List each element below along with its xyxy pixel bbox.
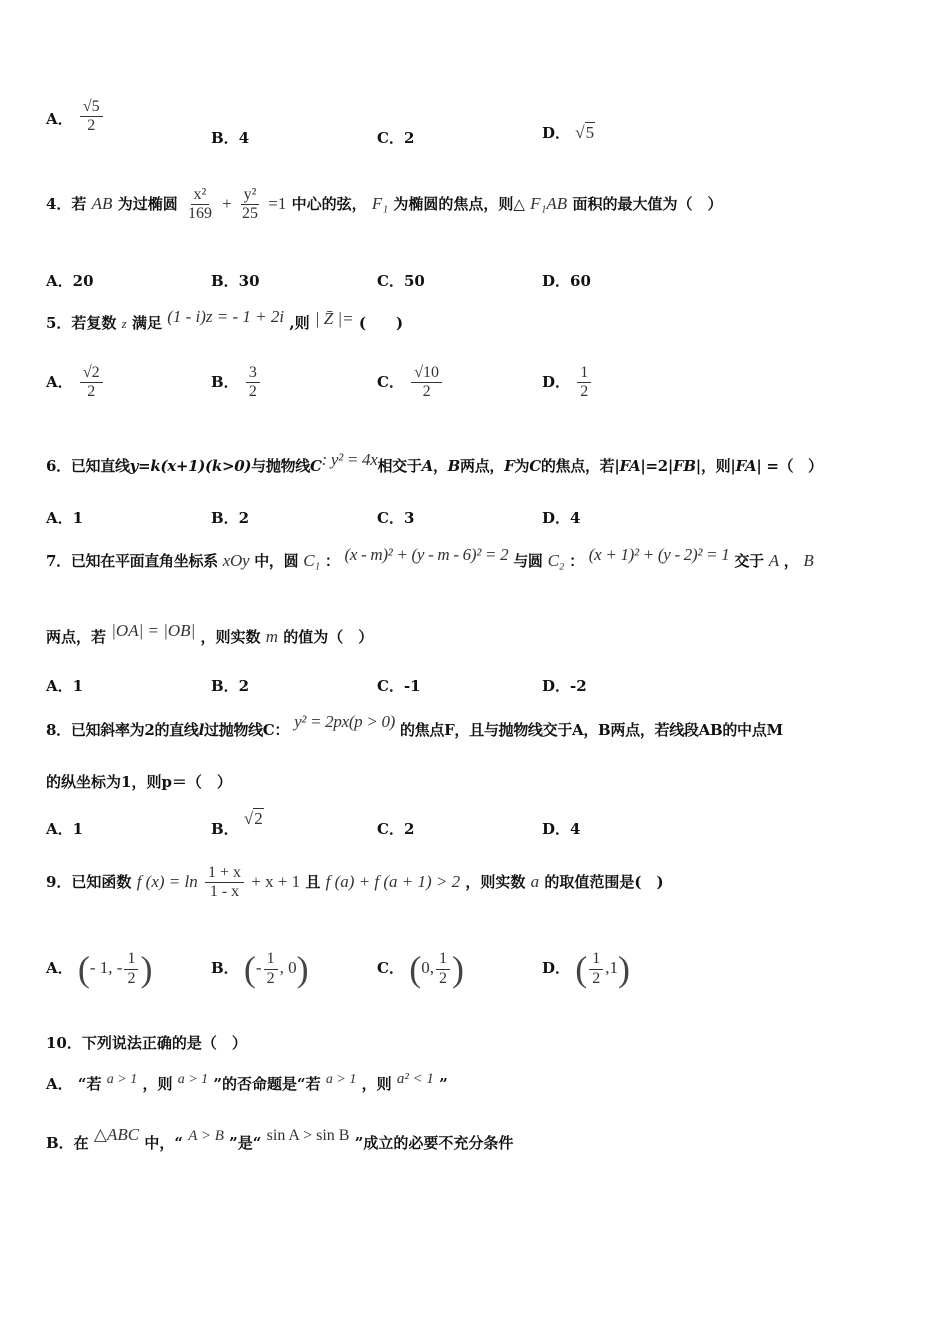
fraction-numerator: 1: [589, 950, 603, 969]
q10-text: ”是“: [229, 1134, 262, 1152]
fraction: [411, 364, 442, 402]
q7-text: 两点，若: [46, 628, 107, 646]
fraction-denominator: 2: [127, 969, 136, 987]
segment-fa: FA: [619, 457, 641, 475]
curve-c: C: [309, 457, 322, 475]
q6-text: 两点，: [460, 457, 505, 475]
math-f1ab: F₁AB: [530, 193, 568, 213]
circle-2-equation: (x + 1)² + (y - 2)² = 1: [588, 545, 730, 564]
math-m: m: [265, 627, 279, 646]
option-value: 4: [238, 129, 250, 147]
q7-text: 中，圆: [254, 552, 299, 570]
q7-option-d: D．-2: [542, 677, 587, 695]
q5-option-c: [377, 364, 444, 402]
q6-text: 与抛物线: [251, 457, 310, 475]
parabola-equation: : y² = 4x: [321, 450, 378, 469]
q7-option-a: A．1: [46, 677, 84, 695]
math-c1: C₁: [303, 551, 320, 570]
q9-text: 且: [305, 872, 321, 891]
q7-text: 7．已知在平面直角坐标系: [46, 552, 218, 570]
math-c2: C₂: [547, 551, 565, 570]
fraction-numerator: 1: [436, 950, 450, 969]
line-equation: y=k(x+1)(k>0): [129, 457, 252, 475]
interval-end: , 0: [279, 958, 297, 977]
fraction-numerator: 3: [246, 364, 260, 383]
curve-c: C: [529, 457, 541, 475]
fraction-denominator: 169: [187, 205, 212, 223]
q4-text: 为过椭圆: [117, 194, 178, 213]
q8-text: 8．已知斜率为2的直线: [46, 721, 199, 739]
q10-text: ”的否命题是“若: [213, 1075, 321, 1093]
condition-inequality: f (a) + f (a + 1) > 2: [325, 871, 461, 891]
math-f1: F₁: [371, 193, 389, 213]
q4-prefix: 4．若: [46, 194, 87, 213]
question-7-line-1: [46, 545, 814, 571]
q3-option-c: [377, 127, 414, 148]
paren-right: ): [296, 949, 309, 989]
q7-text: ：: [569, 552, 584, 570]
fraction-numerator: 1: [577, 364, 591, 383]
q5-option-a: [46, 364, 105, 402]
question-9: [46, 864, 664, 902]
interval-start: 0,: [421, 958, 434, 977]
paren-left: (: [409, 949, 422, 989]
condition-equation: |OA| = |OB|: [111, 621, 196, 640]
q5-option-d: [542, 364, 593, 402]
math-expr: a > 1: [106, 1072, 138, 1087]
q8-option-c: C．2: [377, 820, 415, 838]
segment-fb: FB: [673, 457, 696, 475]
q10-text: ”成立的必要不充分条件: [354, 1134, 514, 1152]
math-expr: a² < 1: [396, 1071, 434, 1087]
q3-option-d: [542, 122, 595, 143]
math-equals: =1: [268, 193, 287, 213]
q3-option-b: [211, 127, 249, 148]
fraction-denominator: 25: [242, 205, 258, 223]
q4-text: 为椭圆的焦点，则△: [393, 194, 525, 213]
fraction-numerator: 1: [124, 950, 138, 969]
q9-text: 的取值范围是( ): [544, 872, 664, 891]
sqrt-expression: √5: [575, 123, 595, 142]
fraction-numerator: √5: [80, 98, 103, 117]
option-label: A．: [46, 372, 73, 391]
q9-option-b: [211, 948, 309, 990]
option-value: 2: [403, 129, 415, 147]
math-a: a: [530, 871, 540, 891]
segment-fa: FA: [735, 457, 757, 475]
option-label: D．: [542, 959, 571, 977]
option-label: C．: [377, 372, 404, 391]
fraction: [80, 98, 103, 136]
interval-start: - 1, -: [89, 958, 123, 977]
q7-text: 交于: [734, 552, 764, 570]
question-10-title: 10．下列说法正确的是（ ）: [46, 1034, 247, 1052]
option-label: B．: [211, 959, 239, 977]
question-7-line-2: [46, 621, 374, 647]
q9-option-d: [542, 948, 630, 990]
q7-text: ：: [324, 552, 340, 570]
q6-text: |，则|: [695, 457, 736, 475]
paren-left: (: [77, 949, 90, 989]
math-plus: +: [222, 193, 232, 213]
fraction-numerator: 1: [264, 950, 278, 969]
q7-text: 的值为（ ）: [283, 628, 374, 646]
q8-option-a: A．1: [46, 820, 84, 838]
option-label: B．在: [46, 1134, 89, 1152]
q4-text: 面积的最大值为（ ）: [572, 194, 723, 213]
point-a: A: [768, 551, 779, 570]
function-lhs: f (x) = ln: [136, 871, 198, 891]
option-label: B．: [211, 820, 239, 838]
math-ab: AB: [91, 193, 113, 213]
math-z: z: [121, 316, 127, 331]
q10-text: “若: [77, 1075, 102, 1093]
radicand: 2: [254, 809, 263, 828]
point-a: A: [421, 457, 433, 475]
q9-option-a: [46, 948, 152, 990]
q10-text: ，则: [361, 1075, 392, 1093]
sqrt-expression: √2: [243, 809, 263, 828]
question-10-option-a: [46, 1073, 448, 1094]
interval-end: ,1: [605, 958, 618, 977]
option-label: D．: [542, 124, 571, 142]
q9-option-c: [377, 948, 464, 990]
fraction-numerator: √2: [80, 364, 103, 383]
paren-left: (: [243, 949, 256, 989]
q4-option-b: B．30: [211, 272, 260, 290]
point-b: B: [803, 551, 814, 570]
q6-text: | =（ ）: [756, 457, 823, 475]
fraction-numerator: 1 + x: [205, 864, 244, 883]
point-f: F: [504, 457, 515, 475]
q6-text: 相交于: [377, 457, 422, 475]
option-label: C．: [377, 129, 404, 147]
fraction-numerator: x²: [191, 186, 210, 205]
math-equation: (1 - i)z = - 1 + 2i: [167, 307, 285, 326]
option-label: B．: [211, 372, 239, 391]
fraction-denominator: 2: [87, 383, 96, 401]
q8-text: 过抛物线C：: [203, 721, 290, 739]
q7-text: ，: [783, 552, 799, 570]
q3-option-a: [46, 98, 105, 136]
fraction-denominator: 1 - x: [209, 883, 240, 901]
fraction-x: [185, 186, 215, 224]
q6-option-a: A．1: [46, 509, 84, 527]
q8-text: 的焦点F，且与抛物线交于A，B两点，若线段AB的中点M: [399, 721, 783, 739]
paren-left: (: [575, 949, 588, 989]
fraction-denominator: 2: [248, 383, 257, 401]
q7-text: 与圆: [513, 552, 543, 570]
paren-right: ): [140, 949, 153, 989]
option-label: D．: [542, 372, 571, 391]
fraction: [436, 950, 450, 988]
math-expr: sin A > sin B: [266, 1127, 350, 1144]
fraction-numerator: y²: [241, 186, 260, 205]
triangle-abc: △ABC: [93, 1125, 140, 1144]
q4-option-a: A．20: [46, 272, 94, 290]
q10-text: ”: [439, 1075, 448, 1093]
fraction-denominator: 2: [266, 969, 275, 987]
q5-prefix: 5．若复数: [46, 314, 117, 332]
option-label: A．: [46, 1075, 73, 1093]
question-10-option-b: [46, 1125, 514, 1153]
q5-option-b: [211, 364, 262, 402]
fraction: [264, 950, 278, 988]
fraction: [246, 364, 260, 402]
q4-option-c: C．50: [377, 272, 425, 290]
circle-1-equation: (x - m)² + (y - m - 6)² = 2: [344, 545, 509, 564]
q6-option-b: B．2: [211, 509, 250, 527]
q4-text: 中心的弦，: [291, 194, 367, 213]
option-label: A．: [46, 959, 73, 977]
fraction-denominator: 2: [592, 969, 601, 987]
q6-option-c: C．3: [377, 509, 415, 527]
line-l: l: [198, 721, 204, 739]
math-expr: a > 1: [177, 1072, 209, 1087]
q7-text: ，则实数: [200, 628, 261, 646]
q7-option-c: C．-1: [377, 677, 421, 695]
question-6: [46, 450, 823, 476]
q5-suffix: ( ): [358, 314, 404, 332]
function-rhs: + x + 1: [251, 871, 301, 891]
parabola-equation: y² = 2px(p > 0): [294, 712, 396, 731]
q6-text: 6．已知直线: [46, 457, 130, 475]
q10-text: 中，“: [144, 1134, 183, 1152]
fraction: [577, 364, 591, 402]
q10-text: ，则: [142, 1075, 173, 1093]
q5-text: ,则: [289, 314, 310, 332]
math-abs: | Z̄ |=: [314, 309, 354, 328]
fraction: [124, 950, 138, 988]
q8-option-b: [211, 808, 264, 838]
fraction: [589, 950, 603, 988]
option-label: C．: [377, 959, 404, 977]
fraction-denominator: 2: [580, 383, 589, 401]
fraction-denominator: 2: [422, 383, 431, 401]
question-8-line-1: [46, 712, 783, 740]
option-label: A．: [46, 109, 73, 128]
math-expr: A > B: [188, 1128, 224, 1144]
math-xoy: xOy: [222, 551, 250, 570]
q7-option-b: B．2: [211, 677, 250, 695]
radicand: 5: [585, 123, 595, 142]
paren-right: ): [451, 949, 464, 989]
q5-text: 满足: [131, 314, 162, 332]
option-label: B．: [211, 129, 239, 147]
q4-option-d: D．60: [542, 272, 591, 290]
fraction: [80, 364, 103, 402]
q6-text: 为: [514, 457, 530, 475]
minus-sign: -: [255, 958, 262, 977]
q9-text: ，则实数: [465, 872, 526, 891]
paren-right: ): [618, 949, 630, 989]
math-expr: a > 1: [325, 1072, 357, 1087]
q8-option-d: D．4: [542, 820, 581, 838]
fraction-y: [239, 186, 261, 224]
q6-text: |=2|: [640, 457, 674, 475]
fraction: [205, 864, 244, 902]
fraction-numerator: √10: [411, 364, 442, 383]
question-4: [46, 186, 722, 224]
fraction-denominator: 2: [438, 969, 447, 987]
q6-text: ，: [432, 457, 448, 475]
question-8-line-2: 的纵坐标为1，则p＝（ ）: [46, 773, 232, 791]
fraction-denominator: 2: [87, 117, 96, 135]
point-b: B: [447, 457, 461, 475]
q6-text: 的焦点，若|: [540, 457, 620, 475]
q9-text: 9．已知函数: [46, 872, 132, 891]
q6-option-d: D．4: [542, 509, 581, 527]
question-5: [46, 307, 404, 333]
